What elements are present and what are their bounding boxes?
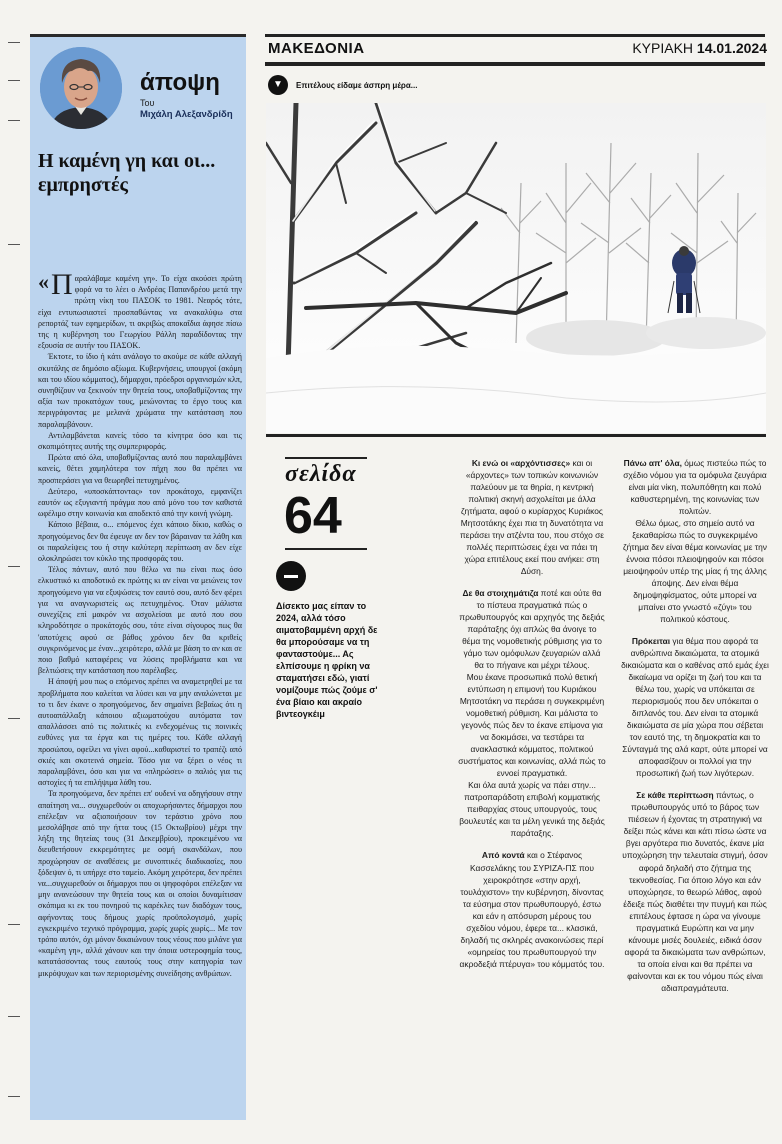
paragraph-text: και οι «άρχοντες» των τοπικών κοινωνιών παλεύουν με τα θηρία, η κεντρική πολιτική σκηνή ασχολείται με άλλα ζητήματα, αφού ο κυρίαρχος Κυριάκος Μητσοτάκης έχει πια τη δυνατότητα να περάσει την ατζέντα του, που στόχο σε πολλές περιπτώσεις έχει να πάει τη χώρα επιτέλους εκεί που ανήκει: στη Δύση. <box>460 458 604 577</box>
paragraph-lead: Σε κάθε περίπτωση <box>636 790 714 801</box>
column-right <box>620 457 770 1004</box>
paragraph-lead: Από κοντά <box>481 850 525 861</box>
snow-forest-photo <box>266 103 766 433</box>
opinion-headline: Η καμένη γη και οι... εμπρηστές <box>38 150 216 196</box>
paragraph-lead: Πρόκειται <box>631 636 671 647</box>
margin-tick <box>8 120 20 121</box>
opinion-paragraph: Αντιλαμβάνεται κανείς τόσο τα κίνητρα όσο και τις σκοπιμότητες αυτής της συμπεριφοράς. <box>38 430 242 452</box>
opinion-column <box>30 34 246 1120</box>
drop-cap: Π <box>51 268 73 301</box>
column-paragraph <box>620 457 770 517</box>
opinion-paragraph: Δεύτερο, «υποσκάπτοντας» τον προκάτοχο, εμφανίζει εαυτόν ως εξυγιαντή πράγμα που από μόνο του τον καθιστά ωφέλιμο στην κοινωνία και αποδεκτό από την κοινή γνώμη. <box>38 486 242 519</box>
minus-icon <box>276 561 306 591</box>
masthead-rule <box>265 34 765 37</box>
opinion-paragraph: Κάποιο βέβαια, ο... επόμενος έχει κάποιο δίκιο, καθώς ο προηγούμενος δεν θα έφευγε αν δεν τον βάραιναν τα λάθη και οι παραλείψεις του ή στην καλύτερη περίπτωση αν δεν είχε ολοκληρώσει τον κύκλο της προσφοράς του. <box>38 520 242 564</box>
paragraph-lead: Πάνω απ' όλα, <box>623 458 682 468</box>
issue-date <box>632 40 767 56</box>
margin-tick <box>8 244 20 245</box>
column-paragraph <box>458 671 606 779</box>
photo-caption: Επιτέλους είδαμε άσπρη μέρα... <box>296 81 418 90</box>
column-paragraph <box>620 789 770 993</box>
margin-tick <box>8 1096 20 1097</box>
margin-tick <box>8 1016 20 1017</box>
paragraph-text: για θέμα που αφορά τα ανθρώπινα δικαιώματα, τα ατομικά δικαιώματα και ο καθένας από εμάς έχει δικαίωμα να ορίζει τη ζωή του και τα θέλω του, χωρίς να υπόκειται σε περιορισμούς που δεν υπόκειται ο διπλανός του. Δεν είναι τα ατομικά δικαιώματα σε μία χώρα που σέβεται τον εαυτό της, τη δημοκρατία και το Σύνταγμά της αλά καρτ, ούτε μπορεί να αποφασίζουν οι πολλοί για την προσωπική ζωή των λιγότερων. <box>621 636 769 779</box>
paragraph-lead: Δε θα στοιχημάτιζα <box>462 588 539 599</box>
quote-mark: « <box>38 269 49 294</box>
column-paragraph <box>458 587 606 671</box>
opinion-body <box>38 268 242 979</box>
paragraph-text: και ο Στέφανος Κασσελάκης του ΣΥΡΙΖΑ-ΠΣ που χειροκρότησε «στην αρχή, τουλάχιστον» την κυβέρνηση, δίνοντας τα εύσημα στον πρωθυπουργό, έστω και εάν η απόσυρση μέρους του σχεδίου νόμου, έφερε τα... κλασικά, δηλαδή τις σκληρές ανακοινώσεις περί «ομηρείας του πρωθυπουργού την ακροδεξιά πτέρυγα» του κόμματός του. <box>459 850 605 969</box>
page-box-top-rule <box>285 457 367 459</box>
author-name: Μιχάλη Αλεξανδρίδη <box>140 109 233 120</box>
opinion-paragraph: Τέλος πάντων, αυτό που θέλω να πω είναι πως όσο ελκυστικό κι αποδοτικό εκ πρώτης κι αν είναι να μειώνεις τον προηγούμενο για να εξυψώσεις τον εαυτό σου, αυτό δεν φέρει για να αναγνωριστείς ως πετυχημένος. Όταν μάλιστα συνεχίζεις επί μακρόν να ασχολείσαι με αυτό που σου κληροδότησε ο προκάτοχός σου, τότε είναι σίγουρος πως θα 'αποτύχεις αφού σε βάθος χρόνου δεν θα κριθείς συγκρινόμενος με έναν...χειρότερο, αλλά με βάση το αν και σε ποιο βαθμό καταφέρεις να λύσεις προβλήματα και να βελτιώσεις την κατάσταση που παρέλαβες. <box>38 565 242 676</box>
column-paragraph <box>458 779 606 839</box>
paragraph-text: όμως πιστεύω πώς το σχέδιο νόμου για τα ομόφυλα ζευγάρια είναι μία νίκη, πολυπόθητη και πολύ καθυστερημένη, της κοινωνίας των πολιτών. <box>623 458 767 517</box>
column-middle <box>458 457 606 980</box>
paragraph-lead: Κι ενώ οι «αρχόντισσες» <box>471 458 571 468</box>
column-paragraph <box>620 635 770 779</box>
opinion-paragraph: Τα προηγούμενα, δεν πρέπει επ' ουδενί να οδηγήσουν στην απαίτηση να... συγχωρεθούν οι αποχωρήσαντες δήμαρχοι που επέλεξαν να αξιοποιήσουν τον τεράστιο χρόνο που μεσολάβησε από την ήττα τους (15 Οκτωβρίου) μέχρι την λήξη της θητείας τους (31 Δεκεμβρίου), προκειμένου να διευθετήσουν εκκρεμότητες με οσμή σκανδάλων, που προχώρησαν σε αναθέσεις με συνοπτικές διαδικασίες, που ξόδεψαν ό, τι υπήρχε στο ταμείο. Ακόμη χειρότερα, δεν πρέπει να...συγχωρεθούν οι δήμαρχοι που οι ψηφοφόροι επέλεξαν να μην ανανεώσουν την θητεία τους και οι οποίοι δυναμίτισαν σκόπιμα κι εκ του πονηρού τις καρέκλες των διαδόχων τους, αφήνοντας τους δήμους χωρίς προϋπολογισμό, χωρίς εγκεκριμένο τεχνικό πρόγραμμα, χωρίς χωρίς χωρίς... Με τον τρόπο αυτόν, όχι μόνον δικαιώνουν τους νέους που μιλάνε για «καμένη γη», αλλά χάνουν και την όποια υστεροφημία τους, κατατάσσοντας τους εαυτούς τους στην κατηγορία των μικρόψυχων και των περιορισμένης συνείδησης ανθρώπων. <box>38 789 242 978</box>
caption-arrow-icon: ▼ <box>268 75 288 95</box>
opinion-paragraph: Πρώτα από όλα, υποβαθμίζοντας αυτό που παραλαμβάνει κανείς, θέτει χαμηλότερα τον πήχη που θα πρέπει να προσπεράσει για να θεωρηθεί πετυχημένος. <box>38 453 242 485</box>
column-paragraph <box>458 849 606 969</box>
page-label: σελίδα <box>285 461 357 487</box>
paragraph-text: Και όλα αυτά χωρίς να πάει στην... πατροπαράδοτη επιβολή κομματικής πειθαρχίας στους υπουργούς, τους βουλευτές και τα μέλη γενικά της δεξιάς παράταξης. <box>459 780 605 839</box>
issue-day: ΚΥΡΙΑΚΗ <box>632 40 694 56</box>
margin-tick <box>8 718 20 719</box>
margin-tick <box>8 80 20 81</box>
header-rule <box>265 62 765 66</box>
issue-date-value: 14.01.2024 <box>696 40 767 56</box>
page-number: 64 <box>284 487 342 545</box>
paragraph-text: Μου έκανε προσωπικά πολύ θετική εντύπωση η επιμονή του Κυριάκου Μητσοτάκη να περάσει η συγκεκριμένη νομοθετική ρύθμιση. Και μάλιστα το γεγονός πώς δεν το έκανε επίμονα για να δοκιμάσει, να τεστάρει τα ανακλαστικά κόμματος, πολιτικού συστήματος και κοινωνίας, αλλά πώς το εννοεί πραγματικά. <box>458 672 606 779</box>
author-prefix: Του <box>140 98 155 108</box>
opinion-paragraph: Έκτοτε, το ίδιο ή κάτι ανάλογο το ακούμε σε κάθε αλλαγή σκυτάλης σε δημόσιο αξίωμα. Κυβερνήσεις, υπουργοί (ακόμη και του ιδίου κόμματος), δήμαρχοι, πρόεδροι οργανισμών κλπ, συνηθίζουν να ξεκινούν την θητεία τους, υποβαθμίζοντας την αξία των προκατόχων τους, μειώνοντας το έργο τους και περιγράφοντας με μελανά χρώματα την κατάσταση που παραλαμβάνουν. <box>38 352 242 429</box>
pull-quote: Δίσεκτο μας είπαν το 2024, αλλά τόσο αιματοβαμμένη αρχή δε θα μπορούσαμε να τη φανταστούμε... Ας ελπίσουμε η φρίκη να σταματήσει εδώ, γιατί νομίζουμε πώς ζούμε σ' ένα βίαιο και ακραίο βιντεογκέιμ <box>276 601 378 720</box>
page-box-bottom-rule <box>285 548 367 550</box>
column-paragraph <box>620 517 770 625</box>
author-photo <box>40 47 122 129</box>
opinion-lead-paragraph <box>38 268 242 351</box>
section-name: ΜΑΚΕΔΟΝΙΑ <box>268 40 365 57</box>
margin-tick <box>8 566 20 567</box>
opinion-label: άποψη <box>140 69 220 96</box>
photo-bottom-rule <box>266 434 766 437</box>
margin-tick <box>8 42 20 43</box>
column-paragraph <box>458 457 606 577</box>
paragraph-text: πάντως, ο πρωθυπουργός υπό το βάρος των πιέσεων ή έχοντας τη στρατηγική να δείξει πώς κάνει και κάτι πίσω ώστε να βγει αργότερα πιο δυνατός, έκανε μία υποχώρηση την τελευταία στιγμή, όσον αφορά δηλαδή στο ζήτημα της τεκνοθεσίας. Για όποιο λόγο και εάν υποχώρησε, το θεωρώ λάθος, αφού έδειξε πώς διαθέτει την πυγμή και πώς επιτέλους έφτασε η ώρα να γίνουμε πραγματικά Ευρώπη και να μην κάνουμε μισές δουλειές, ειδικά όσον αφορά τα δικαιώματα των ανθρώπων, τα οποία είναι και θα πρέπει να φαίνονται και εκ του νόμου πώς είναι αδιαπραγμάτευτα. <box>622 790 768 993</box>
paragraph-text: Θέλω όμως, στο σημείο αυτό να ξεκαθαρίσω πώς το συγκεκριμένο ζήτημα δεν είναι θέμα κοινωνίας με την έννοια πόσοι πλειοψηφούν και πόσοι μειοψηφούν υπέρ της μίας ή της άλλης άποψης. Δεν είναι θέμα δημοψηφίσματος, ούτε μπορεί να μπαίνει στο γνωστό «ζύγι» του πολιτικού κόστους. <box>623 518 767 625</box>
opinion-paragraph: Η άποψή μου πως ο επόμενος πρέπει να αναμετρηθεί με τα προβλήματα που καλείται να λύσει και να μην αναλώνεται με το τι δεν έκανε ο προηγούμενος, δεν σημαίνει βεβαίως ότι η αυτοαπάλλαξη κάποιου αξιωματούχου αυτόματα τον απαλλάσσει από τις πολιτικές κι ενδεχομένως τις ποινικές ευθύνες για τα έργα και τις ημέρες του. Κάθε αλλαγή προσώπου, οφείλει να γίνει αφού...καθαριστεί το τραπέζι από σκιές και σκοτεινά σημεία. Τόσο για να ξέρει ο νέος τι παραλαμβάνει, όσο και για να «πληρώσει» ο παλιός για τις αστοχίες ή τα επιλήψιμα λάθη του. <box>38 677 242 788</box>
lead-text: αραλάβαμε καμένη γη». Το είχα ακούσει πρώτη φορά να το λέει ο Ανδρέας Παπανδρέου μετά την πρώτη νίκη του ΠΑΣΟΚ το 1981. Νεαρός τότε, είχα εντυπωσιαστεί προσπαθώντας να ανακαλύψω στα ρεπορτάζ των εφημερίδων, τι ακριβώς αποκαΐδια άφησε πίσω της η κυβέρνηση του Γεωργίου Ράλλη παραδίδοντας την εξουσία σε αυτήν του ΠΑΣΟΚ. <box>38 274 242 351</box>
paragraph-text: ποτέ και ούτε θα το πίστευα πραγματικά πώς ο πρωθυπουργός και αρχηγός της δεξιάς παράταξης όχι απλώς θα άνοιγε το θέμα της νομοθετικής ρύθμισης για το γάμο των ομόφυλων ζευγαριών αλλά θα το πήγαινε και μέχρι τέλους. <box>459 588 605 671</box>
margin-tick <box>8 924 20 925</box>
